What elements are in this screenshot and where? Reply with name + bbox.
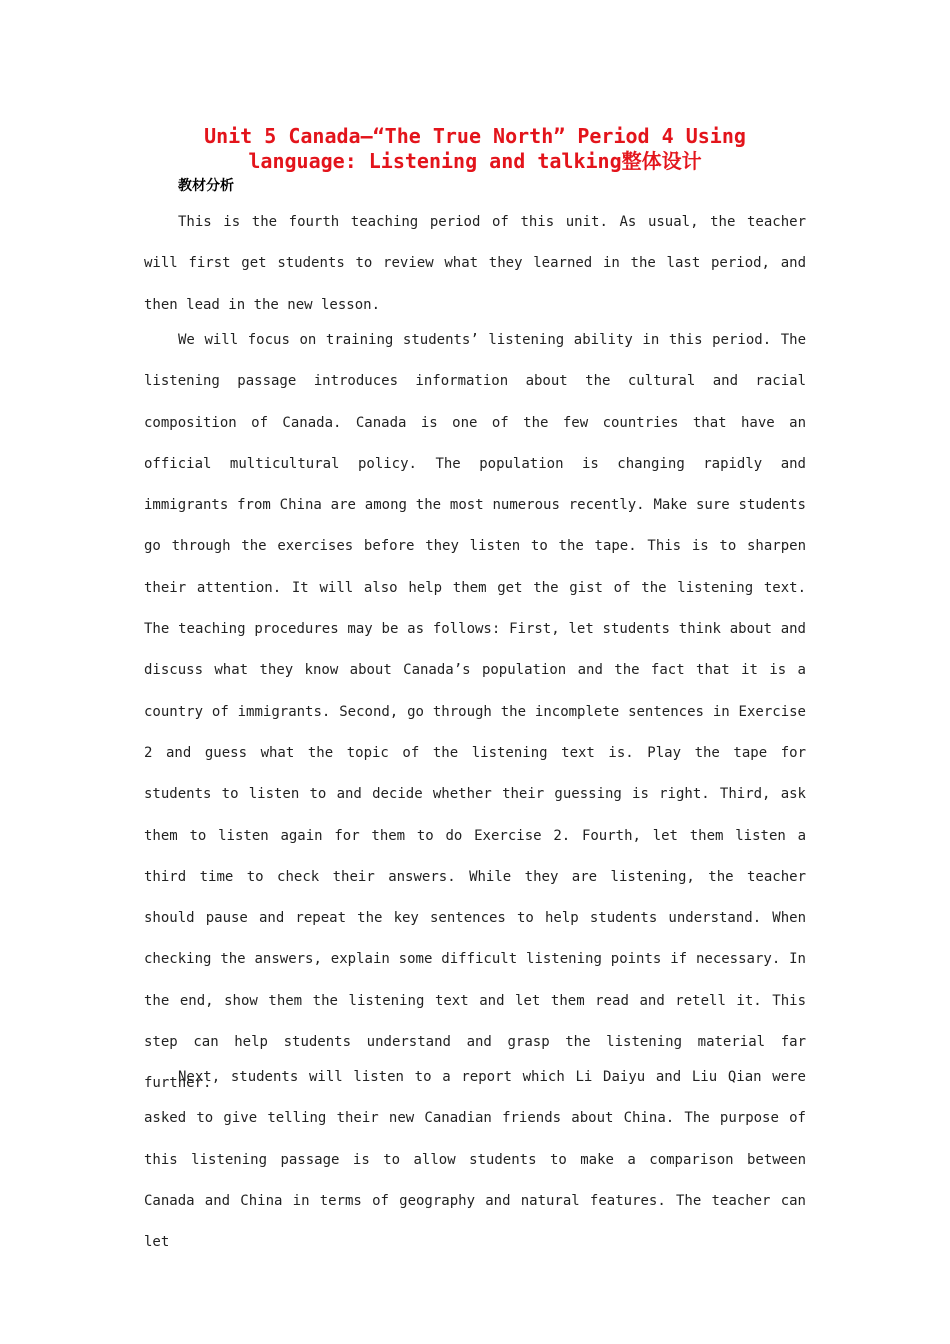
paragraph-intro: This is the fourth teaching period of this unit. As usual, the teacher will first get students to review what they learned in the last period, and then lead in the new lesson. — [144, 214, 806, 313]
paragraph-listening-focus: We will focus on training students’ listening ability in this period. The listening passage introduces information about the cultural and racial composition of Canada. Canada is one of the few countries that have an official multicultural policy. The population is changing rapidly and immigrants from China are among the most numerous recently. Make sure students go through the exercises before they listen to the tape. This is to sharpen their attention. It will also help them get the gist of the listening text. The teaching procedures may be as follows: First, let students think about and discuss what they know about Canada’s population and the fact that it is a country of immigrants. Second, go through the incomplete sentences in Exercise 2 and guess what the topic of the listening text is. Play the tape for students to listen to and decide whether their guessing is right. Third, ask them to listen again for them to do Exercise 2. Fourth, let them listen a third time to check their answers. While they are listening, the teacher should pause and repeat the key sentences to help students understand. When checking the answers, explain some difficult listening points if necessary. In the end, show them the listening text and let them read and retell it. This step can help students understand and grasp the listening material far further. — [144, 332, 806, 1092]
paragraph-next-report: Next, students will listen to a report which Li Daiyu and Liu Qian were asked to give telling their new Canadian friends about China. The purpose of this listening passage is to allow students to make a comparison between Canada and China in terms of geography and natural features. The teacher can let — [144, 1069, 806, 1251]
section-heading-textbook-analysis: 教材分析 — [178, 178, 234, 194]
document-title: Unit 5 Canada—“The True North” Period 4 Using language: Listening and talking整体设计 — [204, 124, 746, 173]
